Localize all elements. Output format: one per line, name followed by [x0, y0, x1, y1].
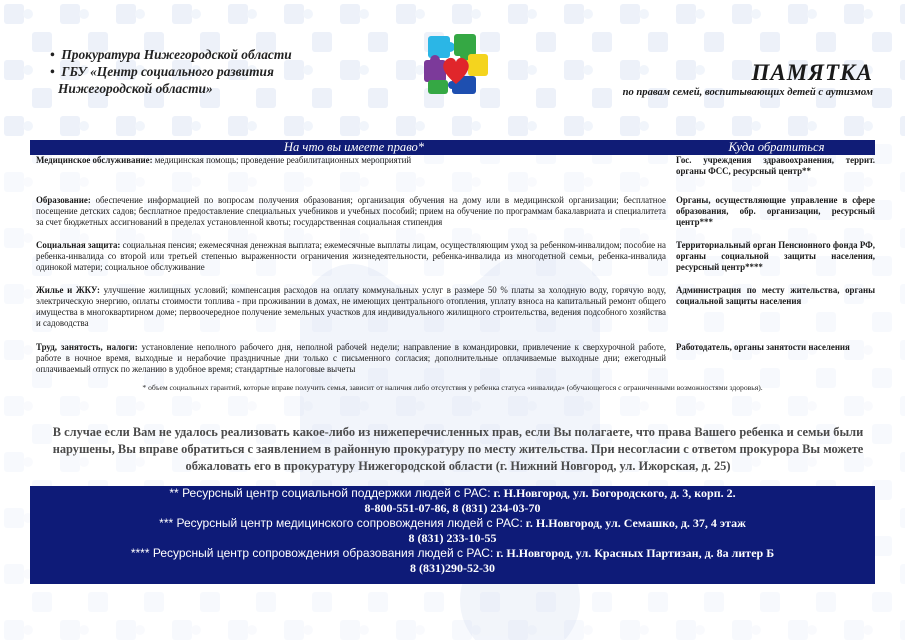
page-title: ПАМЯТКА [751, 60, 873, 85]
contact-address: г. Н.Новгород, ул. Красных Партизан, д. 8а литер Б [493, 546, 775, 560]
page-subtitle: по правам семей, воспитывающих детей с аутизмом [622, 87, 873, 98]
contact-medical-support [30, 516, 875, 531]
table-header [30, 140, 875, 155]
header-rights: На что вы имеете право* [283, 140, 425, 154]
contact-phone: 8 (831)290-52-30 [410, 561, 495, 575]
contact-address: г. Н.Новгород, ул. Богородского, д. 3, корп. 2. [490, 486, 736, 500]
where-to-apply: Администрация по месту жительства, органы социальной защиты населения [676, 285, 875, 307]
right-description [30, 195, 672, 240]
table-row [30, 342, 875, 376]
contact-social-support [30, 486, 875, 501]
table-row [30, 240, 875, 285]
right-text: обеспечение информацией по вопросам получения образования; организация обучения на дому или в медицинской организации; бесплатное посещение детских садов; бесплатное предоставление специальных учебников и учебных пособий; прием на обучение по программам бакалавриата и специалитета за счет бюджетных ассигнований в пределах установленной квоты; государственная социальная стипендия [36, 195, 666, 228]
rights-table [30, 140, 875, 376]
puzzle-heart-icon [422, 34, 490, 96]
right-category: Медицинское обслуживание: [36, 155, 153, 165]
issuer-region: Нижегородской области» [58, 81, 213, 96]
issuer-prosecutor-text: Прокуратура Нижегородской области [61, 47, 292, 62]
right-category: Социальная защита: [36, 240, 121, 250]
issuer-prosecutor: • Прокуратура Нижегородской области [50, 47, 292, 62]
right-category: Труд, занятость, налоги: [36, 342, 138, 352]
table-row [30, 285, 875, 342]
right-description [30, 155, 672, 195]
contact-marker: **** Ресурсный центр сопровождения образования людей с РАС: [130, 546, 494, 560]
right-text: социальная пенсия; ежемесячная денежная выплата; ежемесячные выплаты лицам, осуществляющим уход за ребенком-инвалидом; пособие на ребенка-инвалида со второй или третьей степенью выраженности ограничения жизнедеятельности, ребенка-инвалида из многодетной семьи, ребенка-инвалида одинокой матери; социальное обслуживание [36, 240, 666, 273]
header-where: Куда обратиться [728, 140, 825, 154]
issuer-center: • ГБУ «Центр социального развития [50, 64, 274, 79]
advice-paragraph: В случае если Вам не удалось реализовать какое-либо из нижеперечисленных прав, если Вы полагаете, что права Вашего ребенка и семьи были нарушены, Вы вправе обратиться с заявлением в районную прокуратуру по месту жительства. При несогласии с ответом прокурора Вы можете обжаловать его в прокуратуру Нижегородской области (г. Нижний Новгород, ул. Ижорская, д. 25) [52, 425, 864, 473]
right-category: Жилье и ЖКУ: [36, 285, 100, 295]
footnote: * объем социальных гарантий, которые вправе получить семья, зависит от наличия либо отсутствия у ребенка статуса «инвалида» (обучающегося с ограниченными возможностями здоровья). [142, 383, 763, 392]
title-block [513, 60, 873, 99]
contact-marker: ** Ресурсный центр социальной поддержки людей с РАС: [169, 486, 491, 500]
contact-education-support [30, 546, 875, 561]
right-text: медицинская помощь; проведение реабилитационных мероприятий [152, 155, 412, 165]
where-to-apply: Гос. учреждения здравоохранения, террит. органы ФСС, ресурсный центр** [676, 155, 875, 177]
right-description [30, 240, 672, 285]
right-text: установление неполного рабочего дня, неполной рабочей недели; направление в командировки, привлечение к сверхурочной работе, работе в ночное время, выходные и нерабочие праздничные дни только с письменного согласия; дополнительные оплачиваемые выходные дни; ежегодный оплачиваемый отпуск по желанию в удобное время; стандартные налоговые вычеты [36, 342, 666, 375]
table-row [30, 155, 875, 195]
right-description [30, 342, 672, 376]
contact-address: г. Н.Новгород, ул. Семашко, д. 37, 4 этаж [522, 516, 746, 530]
contact-phone: 8-800-551-07-86, 8 (831) 234-03-70 [364, 501, 541, 515]
contact-phone: 8 (831) 233-10-55 [408, 531, 497, 545]
contacts-box [30, 486, 875, 584]
right-category: Образование: [36, 195, 91, 205]
right-text: улучшение жилищных условий; компенсация расходов на оплату коммунальных услуг в размере 50 % платы за холодную воду, горячую воду, электрическую энергию, оплаты стоимости топлива - при проживании в домах, не имеющих центрального отопления, уплату взноса на капитальный ремонт общего имущества в многоквартирном доме; первоочередное получение земельных участков для индивидуального жилищного строительства, ведения подсобного хозяйства и садоводства [36, 285, 667, 329]
table-row [30, 195, 875, 240]
where-to-apply: Работодатель, органы занятости населения [676, 342, 850, 352]
where-to-apply: Территориальный орган Пенсионного фонда РФ, органы социальной защиты населения, ресурсный центр**** [676, 240, 875, 273]
issuer-center-text: ГБУ «Центр социального развития [61, 64, 274, 79]
issuers-block [50, 46, 380, 97]
where-to-apply: Органы, осуществляющие управление в сфере образования, обр. организации, ресурсный центр*** [676, 195, 875, 228]
contact-marker: *** Ресурсный центр медицинского сопровождения людей с РАС: [159, 516, 523, 530]
right-description [30, 285, 672, 342]
